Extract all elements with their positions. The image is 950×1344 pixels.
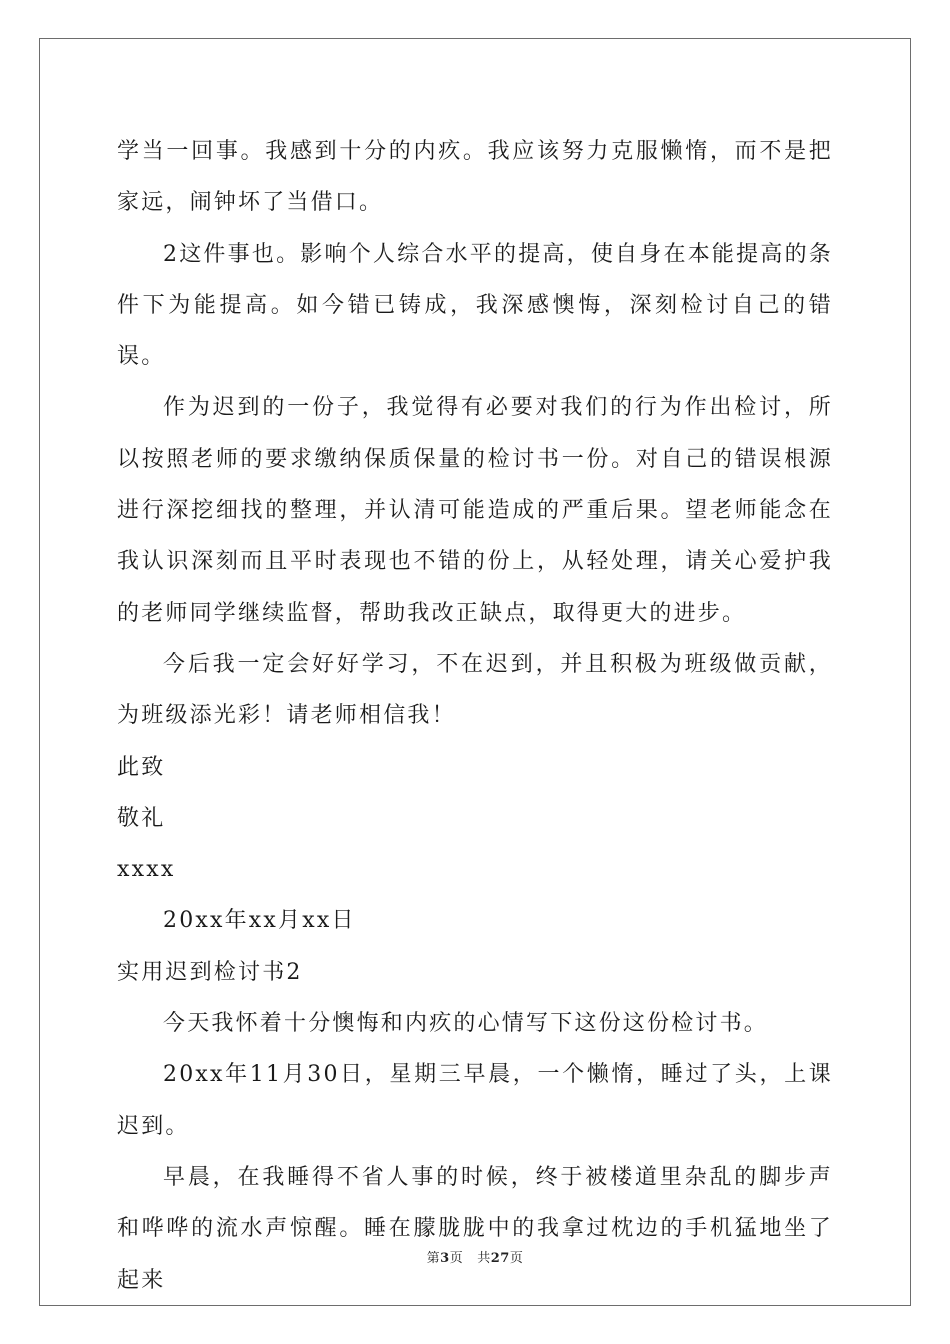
page-prefix: 第: [426, 1251, 441, 1266]
page-footer: [0, 1247, 950, 1266]
closing-salutation: 此致: [117, 754, 166, 780]
paragraph-3: 作为迟到的一份子，我觉得有必要对我们的行为作出检讨，所以按照老师的要求缴纳保质保量的检讨书一份。对自己的错误根源进行深挖细找的整理，并认清可能造成的严重后果。望老师能念在我认识深刻而且平时表现也不错的份上，从轻处理，请关心爱护我的老师同学继续监督，帮助我改正缺点，取得更大的进步。: [117, 395, 833, 626]
paragraph-7: 早晨，在我睡得不省人事的时候，终于被楼道里杂乱的脚步声和哗哗的流水声惊醒。睡在朦胧胧中的我拿过枕边的手机猛地坐了起来: [117, 1164, 833, 1293]
page-number: 3: [440, 1251, 450, 1266]
total-prefix: 共: [477, 1251, 491, 1266]
paragraph-4: 今后我一定会好好学习，不在迟到，并且积极为班级做贡献，为班级添光彩！请老师相信我！: [117, 651, 833, 729]
signature-name: xxxx: [117, 857, 176, 883]
paragraph-2: 2这件事也。影响个人综合水平的提高，使自身在本能提高的条件下为能提高。如今错已铸成，我深感懊悔，深刻检讨自己的错误。: [117, 241, 833, 370]
signature-date: 20xx年xx月xx日: [163, 908, 356, 934]
paragraph-6: 20xx年11月30日，星期三早晨，一个懒惰，睡过了头，上课迟到。: [117, 1062, 833, 1139]
total-suffix: 页: [509, 1251, 524, 1266]
section-title: 实用迟到检讨书2: [117, 959, 303, 985]
document-body: [117, 126, 833, 1306]
total-pages: 27: [490, 1251, 510, 1266]
paragraph-5: 今天我怀着十分懊悔和内疚的心情写下这份这份检讨书。: [163, 1011, 769, 1037]
closing-regards: 敬礼: [117, 805, 166, 831]
page-suffix: 页: [449, 1251, 464, 1266]
paragraph-1: 学当一回事。我感到十分的内疚。我应该努力克服懒惰，而不是把家远，闹钟坏了当借口。: [117, 139, 833, 216]
